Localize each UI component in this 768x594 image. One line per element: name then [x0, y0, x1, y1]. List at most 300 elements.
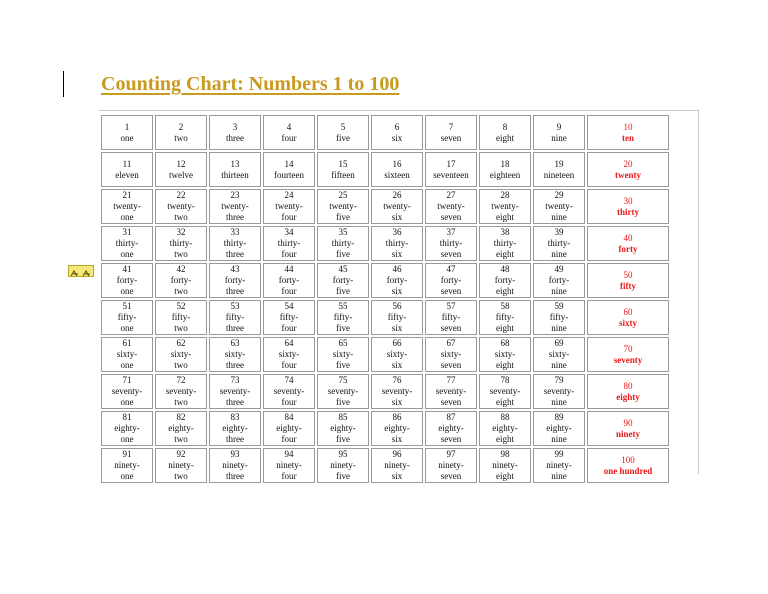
number-word: twenty- five [329, 201, 357, 222]
number-digits: 33 [230, 227, 240, 237]
number-digits: 7 [448, 121, 454, 132]
number-word: eight [496, 132, 514, 143]
number-word: forty- eight [494, 275, 516, 296]
number-digits: 6 [394, 121, 400, 132]
number-word: thirty- four [277, 238, 301, 259]
number-word: eleven [115, 169, 139, 180]
number-cell [101, 337, 153, 372]
number-cell [425, 263, 477, 298]
number-word: sixty [619, 317, 637, 328]
number-word: fifty- eight [495, 312, 515, 333]
number-digits: 54 [284, 301, 294, 311]
number-word: fifty- six [387, 312, 407, 333]
number-digits: 18 [500, 158, 510, 169]
number-word: ten [622, 132, 634, 143]
number-cell [371, 300, 423, 335]
number-digits: 87 [446, 412, 456, 422]
number-word: thirteen [221, 169, 249, 180]
number-cell [209, 374, 261, 409]
number-word: fourteen [274, 169, 304, 180]
number-word: fifty- one [117, 312, 137, 333]
number-cell [263, 226, 315, 261]
number-cell [209, 448, 261, 483]
number-digits: 71 [122, 375, 132, 385]
number-digits: 96 [392, 449, 402, 459]
number-word: eighty- three [222, 423, 248, 444]
number-digits: 66 [392, 338, 402, 348]
number-cell [263, 115, 315, 150]
number-word: sixty- two [170, 349, 192, 370]
number-digits: 40 [623, 232, 633, 243]
number-word: sixty- seven [440, 349, 462, 370]
number-cell [533, 189, 585, 224]
number-word: twenty- eight [491, 201, 519, 222]
number-cell [209, 300, 261, 335]
number-word: fifty- three [225, 312, 245, 333]
number-cell [101, 300, 153, 335]
number-cell [533, 115, 585, 150]
number-word: eighty- four [276, 423, 302, 444]
number-word: twenty- four [275, 201, 303, 222]
number-cell [479, 448, 531, 483]
number-digits: 5 [340, 121, 346, 132]
number-cell [209, 411, 261, 446]
number-digits: 44 [284, 264, 294, 274]
number-cell [371, 374, 423, 409]
number-word: sixty- four [278, 349, 300, 370]
number-digits: 83 [230, 412, 240, 422]
number-word: seventy [613, 354, 643, 365]
number-word: ninety- one [114, 460, 140, 481]
number-word: ninety- two [168, 460, 194, 481]
number-digits: 48 [500, 264, 510, 274]
number-cell [533, 411, 585, 446]
number-digits: 73 [230, 375, 240, 385]
number-cell [371, 337, 423, 372]
number-word: ninety [615, 428, 640, 439]
number-digits: 3 [232, 121, 238, 132]
number-cell [209, 337, 261, 372]
number-word: fifty- nine [549, 312, 569, 333]
number-word: forty [618, 243, 638, 254]
number-cell [263, 189, 315, 224]
number-digits: 29 [554, 190, 564, 200]
number-digits: 14 [284, 158, 294, 169]
number-word: ninety- eight [492, 460, 518, 481]
number-digits: 42 [176, 264, 186, 274]
tens-cell [587, 189, 669, 224]
number-digits: 34 [284, 227, 294, 237]
table-row [101, 374, 669, 409]
number-digits: 58 [500, 301, 510, 311]
number-word: eighty [616, 391, 640, 402]
number-digits: 84 [284, 412, 294, 422]
number-word: ninety- seven [438, 460, 464, 481]
number-digits: 27 [446, 190, 456, 200]
tens-cell [587, 411, 669, 446]
number-digits: 20 [623, 158, 633, 169]
number-cell [155, 337, 207, 372]
number-cell [155, 374, 207, 409]
number-digits: 93 [230, 449, 240, 459]
number-digits: 43 [230, 264, 240, 274]
number-cell [101, 448, 153, 483]
number-digits: 23 [230, 190, 240, 200]
number-digits: 31 [122, 227, 132, 237]
number-digits: 26 [392, 190, 402, 200]
number-word: ninety- four [276, 460, 302, 481]
number-cell [101, 152, 153, 187]
table-row [101, 411, 669, 446]
number-digits: 62 [176, 338, 186, 348]
number-digits: 9 [556, 121, 562, 132]
number-word: forty- four [278, 275, 300, 296]
number-digits: 60 [623, 306, 633, 317]
number-cell [425, 152, 477, 187]
tens-cell [587, 263, 669, 298]
number-cell [263, 337, 315, 372]
number-word: thirty [617, 206, 639, 217]
number-cell [263, 152, 315, 187]
number-word: fifty- five [333, 312, 353, 333]
number-digits: 10 [623, 121, 633, 132]
number-cell [479, 226, 531, 261]
number-digits: 82 [176, 412, 186, 422]
number-digits: 45 [338, 264, 348, 274]
number-cell [371, 115, 423, 150]
number-word: fifty- seven [440, 312, 462, 333]
number-digits: 77 [446, 375, 456, 385]
number-word: eighteen [489, 169, 521, 180]
number-digits: 79 [554, 375, 564, 385]
number-word: six [391, 132, 403, 143]
counting-chart-table [99, 113, 671, 485]
number-cell [371, 411, 423, 446]
number-word: forty- three [224, 275, 246, 296]
number-digits: 47 [446, 264, 456, 274]
number-digits: 38 [500, 227, 510, 237]
number-digits: 68 [500, 338, 510, 348]
number-cell [317, 337, 369, 372]
number-word: sixty- three [224, 349, 246, 370]
number-word: twelve [169, 169, 193, 180]
number-cell [317, 448, 369, 483]
number-word: one hundred [603, 465, 653, 476]
tens-cell [587, 115, 669, 150]
number-digits: 4 [286, 121, 292, 132]
number-cell [533, 337, 585, 372]
number-cell [317, 226, 369, 261]
table-row [101, 115, 669, 150]
number-digits: 17 [446, 158, 456, 169]
number-digits: 13 [230, 158, 240, 169]
number-word: thirty- five [331, 238, 355, 259]
number-word: fifty- two [171, 312, 191, 333]
number-cell [425, 115, 477, 150]
number-digits: 24 [284, 190, 294, 200]
number-digits: 30 [623, 195, 633, 206]
number-digits: 98 [500, 449, 510, 459]
number-word: thirty- six [385, 238, 409, 259]
number-cell [263, 411, 315, 446]
number-digits: 61 [122, 338, 132, 348]
number-digits: 52 [176, 301, 186, 311]
number-cell [155, 189, 207, 224]
number-word: forty- five [332, 275, 354, 296]
number-digits: 50 [623, 269, 633, 280]
number-word: seventy- one [111, 386, 143, 407]
number-word: twenty- one [113, 201, 141, 222]
number-word: nineteen [543, 169, 575, 180]
number-digits: 76 [392, 375, 402, 385]
number-cell [533, 448, 585, 483]
number-word: one [120, 132, 134, 143]
number-cell [101, 226, 153, 261]
table-row [101, 448, 669, 483]
number-word: ninety- nine [546, 460, 572, 481]
number-cell [425, 189, 477, 224]
number-digits: 90 [623, 417, 633, 428]
number-word: two [174, 132, 188, 143]
tens-cell [587, 448, 669, 483]
number-word: sixty- eight [494, 349, 516, 370]
number-cell [425, 226, 477, 261]
number-cell [371, 152, 423, 187]
number-cell [209, 189, 261, 224]
number-cell [479, 374, 531, 409]
number-digits: 95 [338, 449, 348, 459]
number-cell [263, 300, 315, 335]
number-word: three [226, 132, 244, 143]
number-digits: 46 [392, 264, 402, 274]
number-cell [317, 374, 369, 409]
number-word: sixty- nine [548, 349, 570, 370]
number-digits: 36 [392, 227, 402, 237]
number-word: seventy- three [219, 386, 251, 407]
number-word: forty- one [116, 275, 138, 296]
number-digits: 72 [176, 375, 186, 385]
number-digits: 51 [122, 301, 132, 311]
tens-cell [587, 226, 669, 261]
number-digits: 64 [284, 338, 294, 348]
number-cell [317, 189, 369, 224]
number-word: twenty- nine [545, 201, 573, 222]
number-cell [263, 448, 315, 483]
page-title: Counting Chart: Numbers 1 to 100 [101, 73, 400, 95]
number-digits: 67 [446, 338, 456, 348]
number-word: eighty- one [114, 423, 140, 444]
number-cell [155, 300, 207, 335]
number-cell [155, 263, 207, 298]
number-word: fifty [620, 280, 636, 291]
tens-cell [587, 152, 669, 187]
number-digits: 32 [176, 227, 186, 237]
number-digits: 94 [284, 449, 294, 459]
number-digits: 55 [338, 301, 348, 311]
table-row [101, 263, 669, 298]
number-cell [371, 189, 423, 224]
text-cursor-icon [63, 71, 64, 97]
number-word: eighty- seven [438, 423, 464, 444]
number-cell [155, 115, 207, 150]
number-word: eighty- two [168, 423, 194, 444]
anchor-icon[interactable] [68, 265, 94, 277]
number-word: nine [551, 132, 567, 143]
number-digits: 11 [122, 158, 132, 169]
number-cell [371, 448, 423, 483]
number-digits: 12 [176, 158, 186, 169]
number-cell [209, 152, 261, 187]
number-cell [533, 263, 585, 298]
number-cell [101, 263, 153, 298]
number-word: fifteen [331, 169, 355, 180]
number-cell [317, 300, 369, 335]
number-cell [209, 263, 261, 298]
number-digits: 53 [230, 301, 240, 311]
number-digits: 57 [446, 301, 456, 311]
number-word: forty- six [386, 275, 408, 296]
number-cell [155, 152, 207, 187]
number-word: sixty- one [116, 349, 138, 370]
number-word: seventy- five [327, 386, 359, 407]
number-word: thirty- eight [493, 238, 517, 259]
number-cell [533, 226, 585, 261]
number-cell [317, 263, 369, 298]
number-digits: 75 [338, 375, 348, 385]
number-cell [155, 448, 207, 483]
number-digits: 78 [500, 375, 510, 385]
tens-cell [587, 337, 669, 372]
number-word: eighty- nine [546, 423, 572, 444]
number-cell [533, 300, 585, 335]
table-row [101, 152, 669, 187]
number-cell [479, 337, 531, 372]
number-cell [101, 411, 153, 446]
number-digits: 35 [338, 227, 348, 237]
number-cell [533, 152, 585, 187]
table-row [101, 337, 669, 372]
number-digits: 100 [621, 454, 635, 465]
number-cell [479, 300, 531, 335]
number-word: eighty- five [330, 423, 356, 444]
tens-cell [587, 300, 669, 335]
number-cell [479, 263, 531, 298]
number-digits: 89 [554, 412, 564, 422]
number-word: thirty- seven [439, 238, 463, 259]
number-word: thirty- two [169, 238, 193, 259]
number-digits: 91 [122, 449, 132, 459]
number-word: seventy- eight [489, 386, 521, 407]
number-word: twenty [615, 169, 641, 180]
number-word: ninety- three [222, 460, 248, 481]
number-word: twenty- six [383, 201, 411, 222]
number-cell [371, 263, 423, 298]
number-digits: 16 [392, 158, 402, 169]
number-digits: 22 [176, 190, 186, 200]
number-digits: 2 [178, 121, 184, 132]
number-digits: 28 [500, 190, 510, 200]
number-digits: 37 [446, 227, 456, 237]
number-digits: 15 [338, 158, 348, 169]
number-digits: 97 [446, 449, 456, 459]
number-cell [209, 226, 261, 261]
number-digits: 69 [554, 338, 564, 348]
number-word: seventy- two [165, 386, 197, 407]
number-word: forty- nine [548, 275, 570, 296]
number-digits: 41 [122, 264, 132, 274]
number-digits: 99 [554, 449, 564, 459]
counting-chart-body [101, 115, 669, 483]
number-word: forty- seven [440, 275, 462, 296]
number-word: seventy- four [273, 386, 305, 407]
number-cell [263, 263, 315, 298]
number-word: forty- two [170, 275, 192, 296]
number-digits: 88 [500, 412, 510, 422]
number-digits: 8 [502, 121, 508, 132]
number-digits: 81 [122, 412, 132, 422]
number-cell [425, 374, 477, 409]
number-word: thirty- three [223, 238, 247, 259]
number-cell [263, 374, 315, 409]
table-row [101, 300, 669, 335]
number-digits: 85 [338, 412, 348, 422]
tens-cell [587, 374, 669, 409]
number-word: twenty- two [167, 201, 195, 222]
number-word: thirty- one [115, 238, 139, 259]
number-digits: 1 [124, 121, 130, 132]
number-cell [317, 115, 369, 150]
number-word: sixteen [384, 169, 410, 180]
number-cell [101, 374, 153, 409]
number-digits: 92 [176, 449, 186, 459]
number-cell [209, 115, 261, 150]
number-word: sixty- five [332, 349, 354, 370]
number-digits: 63 [230, 338, 240, 348]
number-word: seventeen [433, 169, 469, 180]
number-word: seventy- nine [543, 386, 575, 407]
counting-chart-frame [99, 110, 699, 481]
number-word: ninety- five [330, 460, 356, 481]
number-word: fifty- four [279, 312, 299, 333]
number-cell [371, 226, 423, 261]
number-cell [479, 411, 531, 446]
number-word: sixty- six [386, 349, 408, 370]
number-digits: 86 [392, 412, 402, 422]
number-digits: 56 [392, 301, 402, 311]
number-word: eighty- eight [492, 423, 518, 444]
table-row [101, 226, 669, 261]
number-cell [317, 152, 369, 187]
number-digits: 80 [623, 380, 633, 391]
number-cell [425, 411, 477, 446]
number-digits: 21 [122, 190, 132, 200]
number-cell [425, 337, 477, 372]
number-cell [155, 226, 207, 261]
number-word: eighty- six [384, 423, 410, 444]
number-digits: 59 [554, 301, 564, 311]
number-word: ninety- six [384, 460, 410, 481]
number-cell [317, 411, 369, 446]
number-cell [479, 115, 531, 150]
number-digits: 65 [338, 338, 348, 348]
number-word: four [281, 132, 297, 143]
number-cell [479, 189, 531, 224]
number-digits: 70 [623, 343, 633, 354]
number-cell [101, 115, 153, 150]
number-word: seventy- seven [435, 386, 467, 407]
number-cell [479, 152, 531, 187]
number-word: seven [440, 132, 462, 143]
